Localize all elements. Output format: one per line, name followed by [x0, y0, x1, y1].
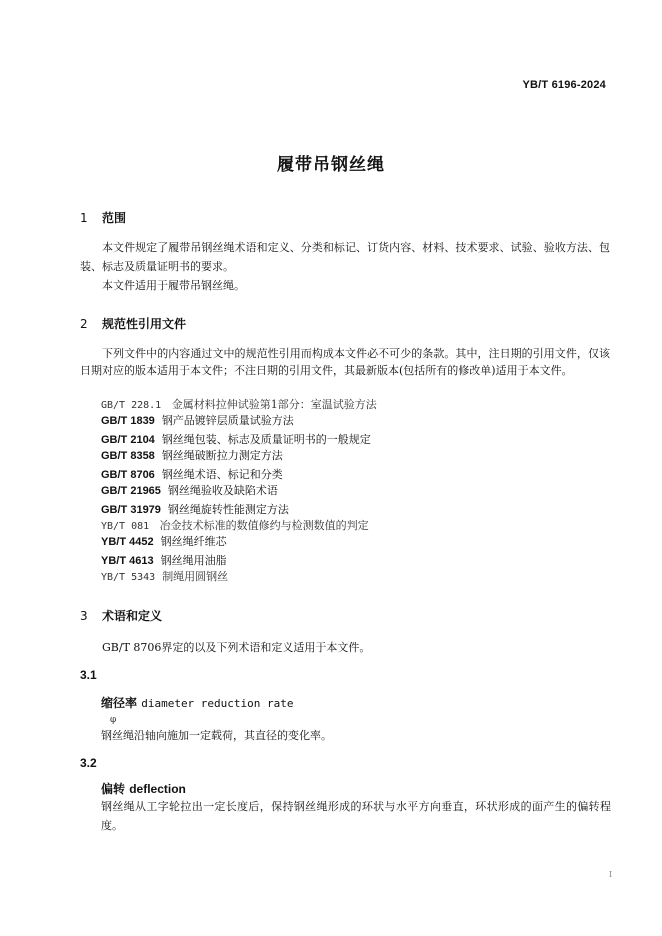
reference-item — [101, 483, 278, 499]
section-2-number: 2 — [80, 317, 88, 331]
term-name-zh: 缩径率 — [101, 696, 138, 710]
section-3-paragraph-1: GB/T 8706界定的以及下列术语和定义适用于本文件。 — [102, 641, 371, 654]
term-name — [101, 694, 294, 711]
reference-title: 钢丝绳旋转性能测定方法 — [167, 503, 289, 516]
term-name-zh: 偏转 — [101, 782, 126, 796]
reference-item — [101, 502, 289, 518]
reference-title: 钢产品镀锌层质量试验方法 — [161, 414, 294, 427]
reference-title: 金属材料拉伸试验第1部分：室温试验方法 — [171, 398, 377, 411]
reference-item — [101, 553, 227, 569]
section-3-number: 3 — [80, 609, 88, 623]
reference-title: 钢丝绳纤维芯 — [160, 535, 227, 548]
reference-title: 制绳用圆钢丝 — [162, 570, 229, 583]
page-mark: I — [609, 870, 613, 879]
term-name-en: deflection — [129, 782, 186, 796]
section-2-heading — [80, 315, 186, 332]
section-3-heading — [80, 607, 162, 624]
section-2-paragraph-1: 下列文件中的内容通过文中的规范性引用而构成本文件必不可少的条款。其中，注日期的引用文件，仅该日期对应的版本适用于本文件；不注日期的引用文件，其最新版本(包括所有的修改单)适用于本文件。 — [80, 347, 610, 377]
section-1-number: 1 — [80, 211, 88, 225]
reference-code: GB/T 8358 — [101, 450, 155, 462]
reference-item — [101, 518, 369, 535]
reference-title: 钢丝绳破断拉力测定方法 — [161, 449, 283, 462]
reference-title: 冶金技术标准的数值修约与检测数值的判定 — [159, 519, 369, 532]
reference-code: YB/T 081 — [101, 521, 150, 532]
reference-code: GB/T 21965 — [101, 485, 161, 497]
reference-title: 钢丝绳用油脂 — [160, 554, 227, 567]
reference-code: GB/T 2104 — [101, 434, 155, 446]
reference-item — [101, 448, 283, 464]
reference-title: 钢丝绳验收及缺陷术语 — [167, 484, 278, 497]
term-symbol: φ — [110, 715, 117, 725]
reference-item — [101, 569, 228, 586]
section-3-title: 术语和定义 — [102, 609, 163, 623]
term-definition: 钢丝绳沿轴向施加一定载荷，其直径的变化率。 — [101, 729, 332, 742]
standard-code: YB/T 6196-2024 — [522, 79, 606, 91]
reference-item — [101, 413, 294, 429]
reference-code: YB/T 4613 — [101, 555, 154, 567]
reference-item — [101, 432, 371, 448]
reference-code: YB/T 4452 — [101, 536, 154, 548]
reference-code: YB/T 5343 — [101, 572, 156, 583]
term-number: 3.1 — [80, 668, 97, 682]
term-number: 3.2 — [80, 756, 97, 770]
term-name — [101, 780, 186, 797]
section-1-title: 范围 — [102, 211, 127, 225]
section-1-paragraph-1: 本文件规定了履带吊钢丝绳术语和定义、分类和标记、订货内容、材料、技术要求、试验、验收方法、包装、标志及质量证明书的要求。 — [80, 241, 610, 273]
reference-code: GB/T 31979 — [101, 504, 161, 516]
reference-code: GB/T 228.1 — [101, 400, 162, 411]
reference-item — [101, 467, 283, 483]
document-title: 履带吊钢丝绳 — [277, 155, 385, 175]
reference-title: 钢丝绳包装、标志及质量证明书的一般规定 — [161, 433, 371, 446]
term-definition: 钢丝绳从工字轮拉出一定长度后，保持钢丝绳形成的环状与水平方向垂直，环状形成的面产生的偏转程度。 — [101, 800, 611, 832]
reference-item — [101, 534, 227, 550]
section-2-title: 规范性引用文件 — [102, 317, 187, 331]
term-name-en: diameter reduction rate — [141, 697, 294, 710]
section-1-heading — [80, 209, 126, 226]
reference-item — [101, 397, 377, 414]
reference-title: 钢丝绳术语、标记和分类 — [161, 468, 283, 481]
section-1-paragraph-2: 本文件适用于履带吊钢丝绳。 — [102, 279, 245, 292]
reference-code: GB/T 8706 — [101, 469, 155, 481]
reference-code: GB/T 1839 — [101, 415, 155, 427]
